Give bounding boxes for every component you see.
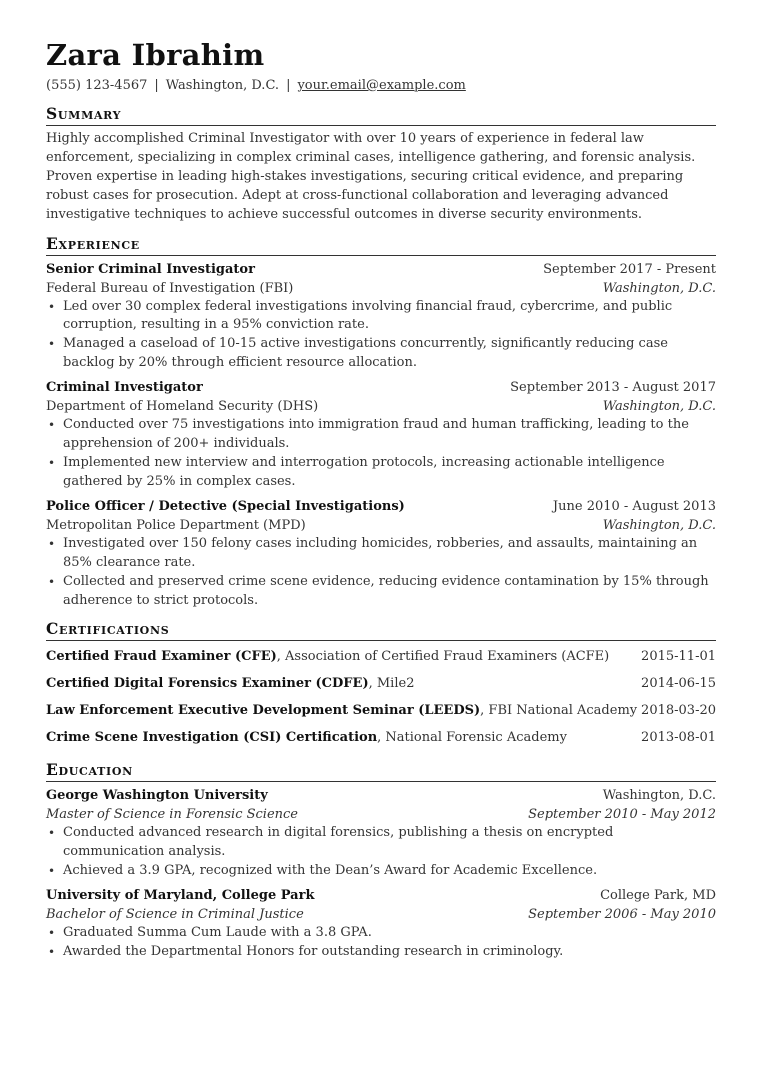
job-title: Senior Criminal Investigator — [46, 261, 255, 277]
separator: | — [286, 78, 291, 93]
section-title-summary: Summary — [46, 104, 716, 126]
certification-text — [46, 670, 414, 697]
bullet-item: • Conducted over 75 investigations into immigration fraud and human trafficking, leading to the apprehension of 200+ individuals. — [46, 416, 716, 454]
summary-section — [46, 104, 716, 225]
school-name: George Washington University — [46, 788, 268, 804]
employer: Federal Bureau of Investigation (FBI) — [46, 280, 294, 296]
bullet-list — [46, 924, 716, 962]
separator: | — [154, 78, 159, 93]
job-location: Washington, D.C. — [602, 280, 716, 296]
education-dates: September 2010 - May 2012 — [528, 807, 716, 823]
bullet-list — [46, 535, 716, 611]
certification-item — [46, 643, 716, 670]
section-title-education: Education — [46, 760, 716, 782]
experience-entry — [46, 260, 716, 374]
job-dates: June 2010 - August 2013 — [552, 498, 716, 514]
summary-text: Highly accomplished Criminal Investigator with over 10 years of experience in federal law enforcement, specializing in complex criminal cases, intelligence gathering, and forensic analysis. Proven expertise in leading high-stakes investigations, securing critical evidence, and preparing robust cases for prosecution. Adept at cross-functional collaboration and leveraging advanced investigative techniques to achieve successful outcomes in diverse security environments. — [46, 131, 696, 222]
entry-subheader — [46, 516, 716, 535]
entry-subheader — [46, 397, 716, 416]
education-section — [46, 760, 716, 962]
bullet-item: • Collected and preserved crime scene evidence, reducing evidence contamination by 15% through adherence to strict protocols. — [46, 573, 716, 611]
entry-header — [46, 497, 716, 516]
certification-date: 2014-06-15 — [641, 676, 716, 692]
certification-name: Certified Fraud Examiner (CFE) — [46, 649, 277, 665]
job-location: Washington, D.C. — [602, 399, 716, 415]
bullet-item: • Achieved a 3.9 GPA, recognized with the Dean’s Award for Academic Excellence. — [46, 862, 716, 881]
school-name: University of Maryland, College Park — [46, 888, 315, 904]
bullet-item: • Awarded the Departmental Honors for outstanding research in criminology. — [46, 943, 716, 962]
certification-issuer: , Association of Certified Fraud Examiners (ACFE) — [276, 649, 610, 665]
school-location: Washington, D.C. — [602, 788, 716, 804]
location: Washington, D.C. — [165, 78, 280, 93]
employer: Metropolitan Police Department (MPD) — [46, 517, 306, 533]
certifications-section — [46, 619, 716, 751]
resume-page — [46, 38, 716, 962]
certification-item — [46, 670, 716, 697]
certification-issuer: , Mile2 — [368, 676, 415, 692]
job-dates: September 2013 - August 2017 — [510, 380, 716, 396]
bullet-item: • Graduated Summa Cum Laude with a 3.8 GPA. — [46, 924, 716, 943]
bullet-item: • Implemented new interview and interrogation protocols, increasing actionable intelligence gathered by 25% in complex cases. — [46, 454, 716, 492]
certification-issuer: , National Forensic Academy — [377, 730, 567, 746]
entry-header — [46, 886, 716, 905]
education-entry — [46, 786, 716, 881]
certification-date: 2018-03-20 — [641, 703, 716, 719]
certification-text — [46, 643, 609, 670]
contact-line — [46, 77, 716, 95]
bullet-item: • Managed a caseload of 10-15 active investigations concurrently, significantly reducing case backlog by 20% through efficient resource allocation. — [46, 335, 716, 373]
certification-date: 2015-11-01 — [641, 649, 716, 665]
certification-text — [46, 724, 567, 751]
section-title-experience: Experience — [46, 234, 716, 256]
certification-date: 2013-08-01 — [641, 730, 716, 746]
degree: Master of Science in Forensic Science — [46, 807, 298, 823]
certification-name: Certified Digital Forensics Examiner (CDFE) — [46, 676, 369, 692]
entry-subheader — [46, 279, 716, 298]
certification-name: Law Enforcement Executive Development Seminar (LEEDS) — [46, 703, 481, 719]
experience-section — [46, 234, 716, 611]
employer: Department of Homeland Security (DHS) — [46, 399, 319, 415]
entry-subheader — [46, 905, 716, 924]
certification-text — [46, 697, 637, 724]
bullet-item: • Investigated over 150 felony cases including homicides, robberies, and assaults, maintaining an 85% clearance rate. — [46, 535, 716, 573]
candidate-name: Zara Ibrahim — [46, 38, 265, 72]
job-title: Police Officer / Detective (Special Investigations) — [46, 498, 405, 514]
email-link[interactable]: your.email@example.com — [297, 78, 466, 93]
education-entry — [46, 886, 716, 962]
bullet-list — [46, 416, 716, 492]
degree: Bachelor of Science in Criminal Justice — [46, 907, 304, 923]
school-location: College Park, MD — [600, 888, 716, 904]
experience-list — [46, 260, 716, 611]
bullet-item: • Led over 30 complex federal investigations involving financial fraud, cybercrime, and public corruption, resulting in a 95% conviction rate. — [46, 298, 716, 336]
certification-item — [46, 724, 716, 751]
phone: (555) 123-4567 — [46, 78, 148, 93]
job-dates: September 2017 - Present — [543, 261, 716, 277]
entry-header — [46, 786, 716, 805]
entry-subheader — [46, 805, 716, 824]
entry-header — [46, 260, 716, 279]
bullet-list — [46, 298, 716, 374]
section-title-certifications: Certifications — [46, 619, 716, 641]
bullet-list — [46, 824, 716, 881]
certification-issuer: , FBI National Academy — [480, 703, 638, 719]
entry-header — [46, 378, 716, 397]
certification-name: Crime Scene Investigation (CSI) Certification — [46, 730, 378, 746]
education-list — [46, 786, 716, 962]
job-title: Criminal Investigator — [46, 380, 203, 396]
bullet-item: • Conducted advanced research in digital forensics, publishing a thesis on encrypted communication analysis. — [46, 824, 716, 862]
education-dates: September 2006 - May 2010 — [528, 907, 716, 923]
job-location: Washington, D.C. — [602, 517, 716, 533]
certification-item — [46, 697, 716, 724]
experience-entry — [46, 378, 716, 492]
certification-list — [46, 643, 716, 751]
experience-entry — [46, 497, 716, 611]
